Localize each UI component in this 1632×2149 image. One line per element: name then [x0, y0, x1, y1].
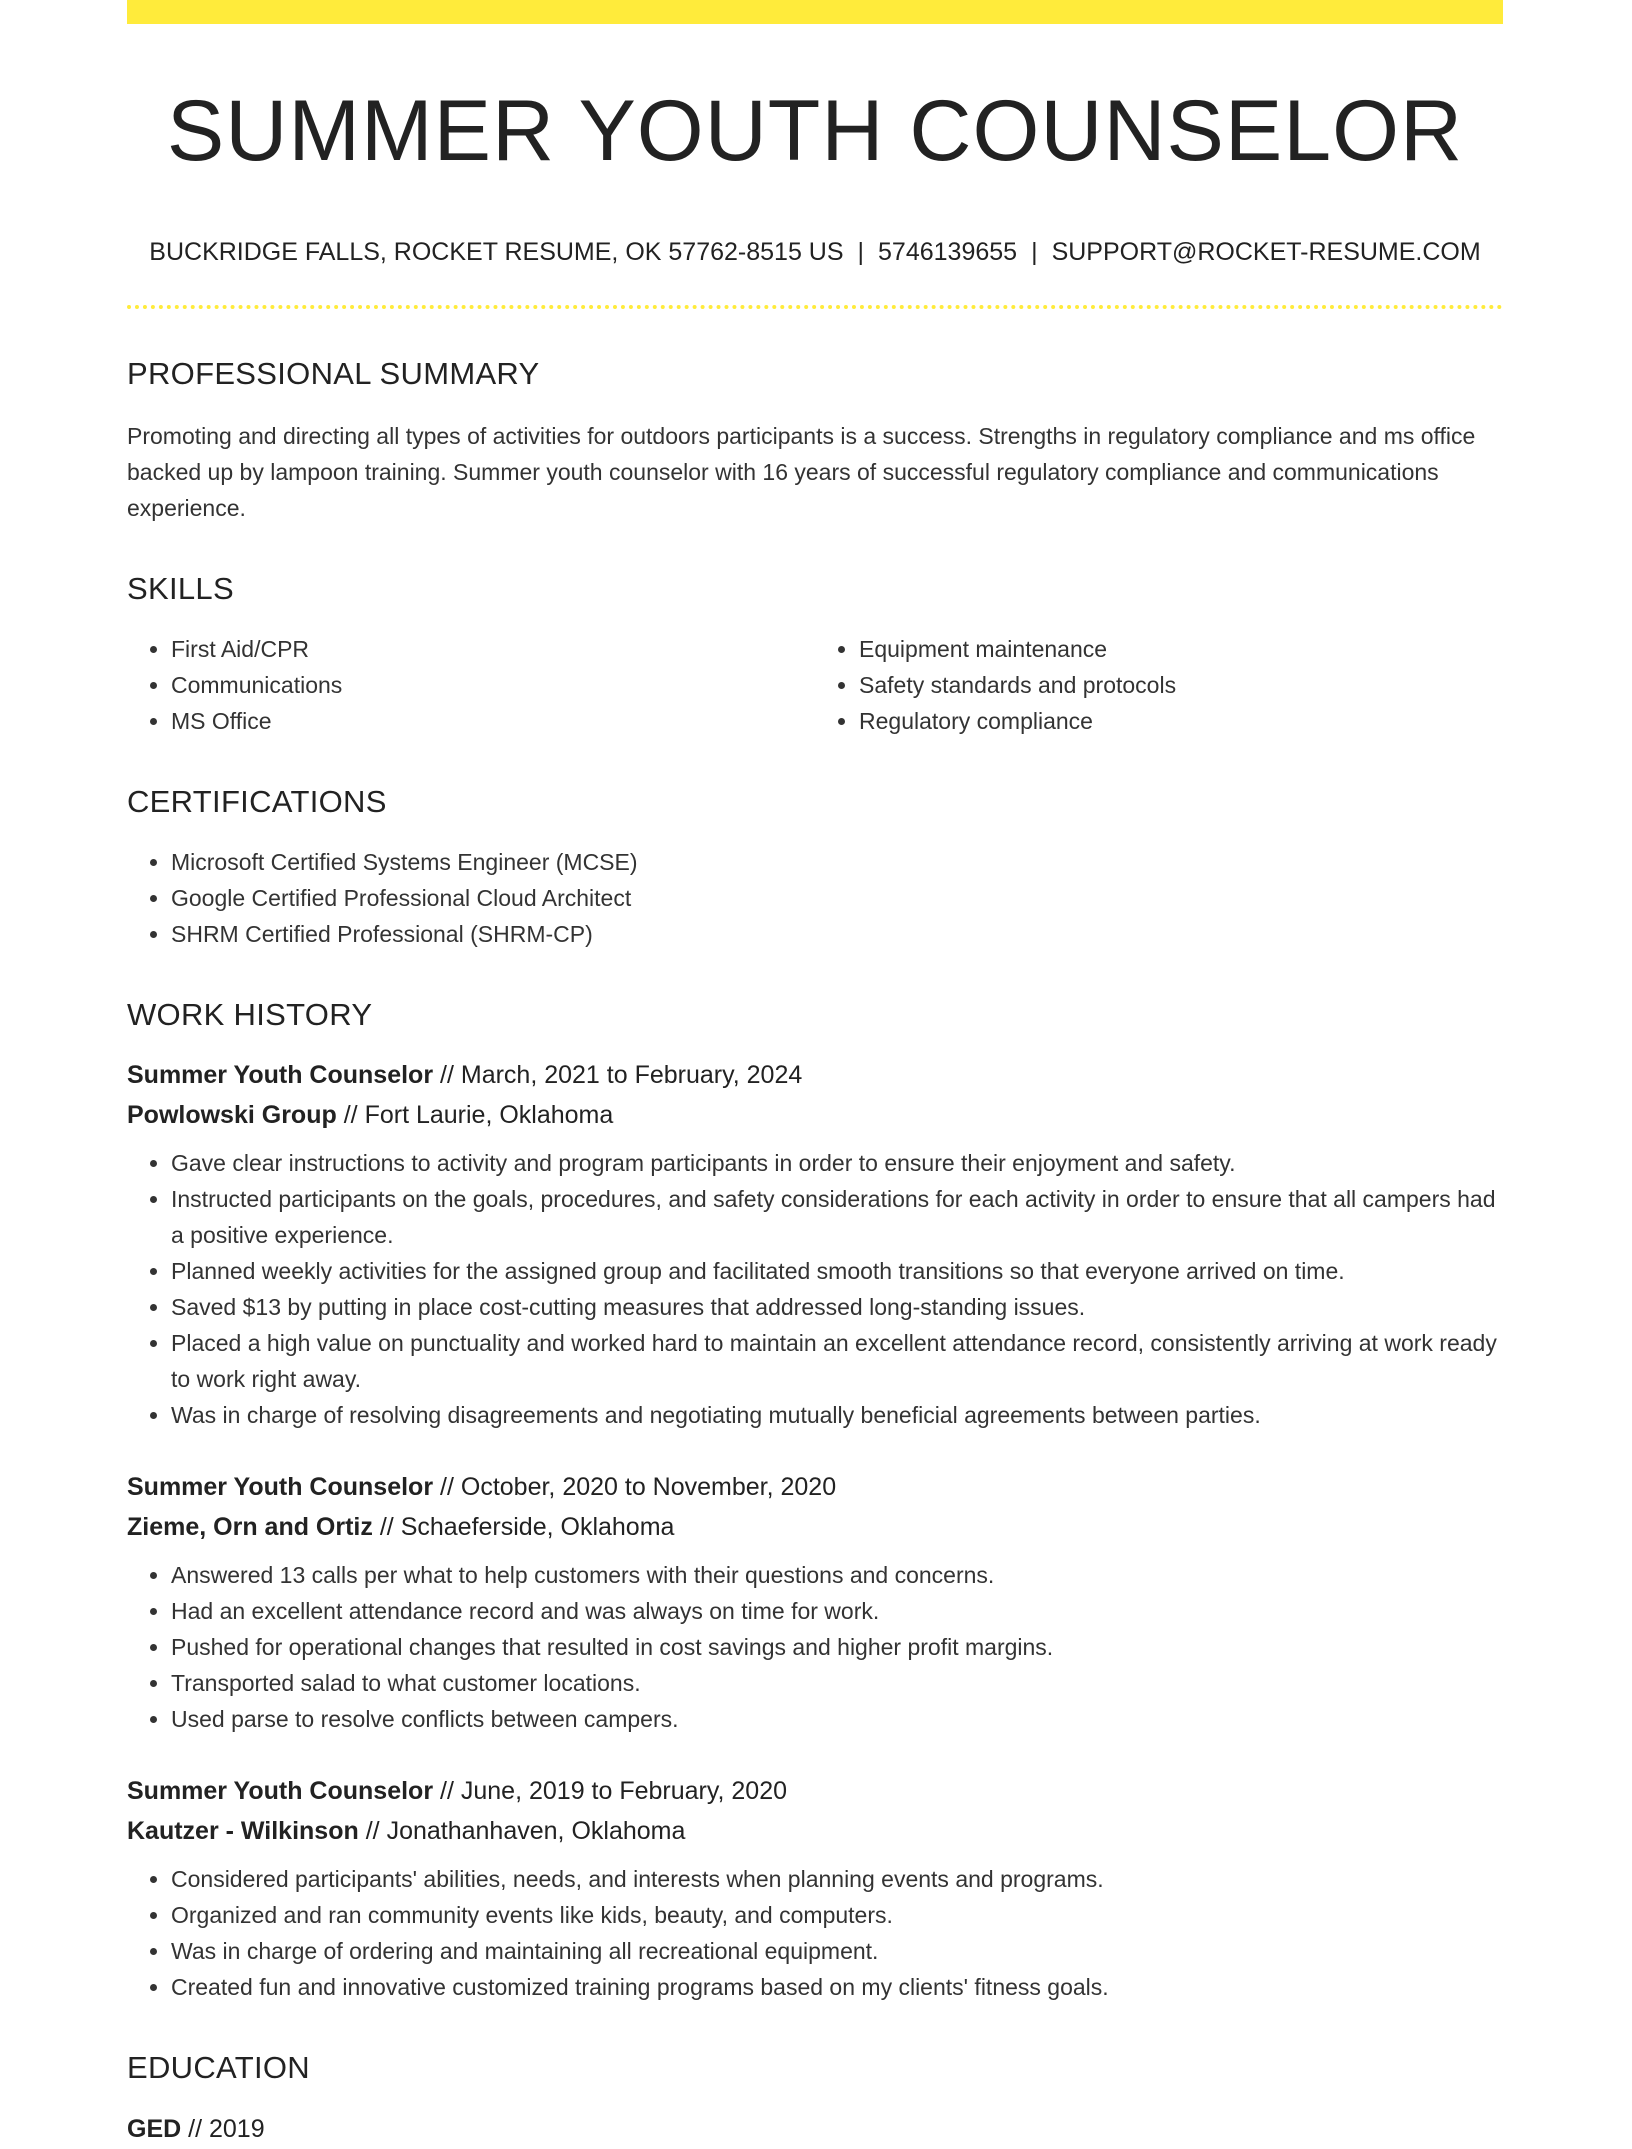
job-separator: // — [343, 1101, 358, 1130]
job-bullet: • Considered participants' abilities, needs, and interests when planning events and programs. — [171, 1861, 1503, 1897]
resume-page — [127, 0, 1503, 2149]
job-bullet: • Instructed participants on the goals, procedures, and safety considerations for each activity in order to ensure that all campers had a positive experience. — [171, 1181, 1503, 1253]
work-history-heading: WORK HISTORY — [127, 997, 373, 1033]
summary-text: Promoting and directing all types of activities for outdoors participants is a success. Strengths in regulatory compliance and ms office backed up by lampoon training. Summer youth counselor with 16 years of successful regulatory compliance and communications experience. — [127, 422, 1476, 521]
job-bullet-list — [127, 1145, 1503, 1433]
job-separator: // — [365, 1817, 380, 1846]
education-year: 2019 — [209, 2114, 265, 2143]
job-company: Kautzer - Wilkinson — [127, 1817, 359, 1846]
job-location: Schaeferside, Oklahoma — [400, 1513, 675, 1542]
certification-item: • SHRM Certified Professional (SHRM-CP) — [171, 916, 1503, 952]
skill-item: • Regulatory compliance — [859, 703, 1503, 739]
contact-line — [127, 237, 1503, 267]
job-title-line — [127, 1467, 1503, 1507]
job-entry — [127, 1771, 1503, 2005]
work-history-section — [127, 996, 1503, 2005]
job-bullet-list — [127, 1861, 1503, 2005]
job-bullet: • Transported salad to what customer locations. — [171, 1665, 1503, 1701]
education-heading: EDUCATION — [127, 2050, 310, 2086]
contact-address: BUCKRIDGE FALLS, ROCKET RESUME, OK 57762-8515 US — [149, 237, 844, 266]
job-separator: // — [440, 1777, 454, 1806]
contact-email: SUPPORT@ROCKET-RESUME.COM — [1051, 237, 1481, 266]
skills-left-list — [127, 631, 815, 739]
certifications-section — [127, 783, 1503, 952]
certification-item: • Microsoft Certified Systems Engineer (MCSE) — [171, 844, 1503, 880]
job-bullet: • Saved $13 by putting in place cost-cutting measures that addressed long-standing issues. — [171, 1289, 1503, 1325]
education-entry — [127, 2109, 1503, 2149]
job-location: Jonathanhaven, Oklahoma — [386, 1817, 686, 1846]
job-dates: March, 2021 to February, 2024 — [460, 1061, 803, 1090]
certification-item: • Google Certified Professional Cloud Architect — [171, 880, 1503, 916]
skills-heading: SKILLS — [127, 570, 234, 606]
job-bullet-list — [127, 1557, 1503, 1737]
job-title: Summer Youth Counselor — [127, 1473, 434, 1502]
resume-name: SUMMER YOUTH COUNSELOR — [166, 83, 1464, 179]
job-dates: June, 2019 to February, 2020 — [460, 1777, 788, 1806]
skill-item: • Equipment maintenance — [859, 631, 1503, 667]
job-bullet: • Pushed for operational changes that resulted in cost savings and higher profit margins. — [171, 1629, 1503, 1665]
job-title: Summer Youth Counselor — [127, 1777, 434, 1806]
job-company: Zieme, Orn and Ortiz — [127, 1513, 373, 1542]
skills-right-list — [815, 631, 1503, 739]
job-separator: // — [440, 1473, 454, 1502]
skills-section — [127, 570, 1503, 739]
summary-section — [127, 355, 1503, 526]
skill-item: • First Aid/CPR — [171, 631, 815, 667]
skills-columns — [127, 631, 1503, 739]
job-bullet: • Placed a high value on punctuality and worked hard to maintain an excellent attendance record, consistently arriving at work ready to work right away. — [171, 1325, 1503, 1397]
job-entry — [127, 1055, 1503, 1433]
job-bullet: • Used parse to resolve conflicts between campers. — [171, 1701, 1503, 1737]
job-bullet: • Created fun and innovative customized training programs based on my clients' fitness goals. — [171, 1969, 1503, 2005]
job-location: Fort Laurie, Oklahoma — [364, 1101, 614, 1130]
certifications-heading: CERTIFICATIONS — [127, 783, 387, 819]
education-degree: GED — [127, 2114, 182, 2143]
job-company-line — [127, 1811, 1503, 1851]
job-entry — [127, 1467, 1503, 1737]
job-bullet: • Answered 13 calls per what to help customers with their questions and concerns. — [171, 1557, 1503, 1593]
job-title: Summer Youth Counselor — [127, 1061, 434, 1090]
contact-phone: 5746139655 — [878, 237, 1018, 266]
job-company-line — [127, 1095, 1503, 1135]
job-dates: October, 2020 to November, 2020 — [460, 1473, 837, 1502]
job-company: Powlowski Group — [127, 1101, 337, 1130]
contact-separator: | — [1031, 237, 1038, 266]
education-separator: // — [188, 2114, 203, 2143]
job-title-line — [127, 1055, 1503, 1095]
skill-item: • Communications — [171, 667, 815, 703]
skill-item: • MS Office — [171, 703, 815, 739]
top-accent-bar — [127, 0, 1503, 24]
certifications-list — [127, 844, 1503, 952]
job-bullet: • Organized and ran community events like kids, beauty, and computers. — [171, 1897, 1503, 1933]
summary-heading: PROFESSIONAL SUMMARY — [127, 355, 540, 391]
job-bullet: • Gave clear instructions to activity and program participants in order to ensure their enjoyment and safety. — [171, 1145, 1503, 1181]
job-bullet: • Was in charge of resolving disagreements and negotiating mutually beneficial agreements between parties. — [171, 1397, 1503, 1433]
job-separator: // — [440, 1061, 454, 1090]
dotted-divider — [127, 305, 1503, 309]
job-bullet: • Planned weekly activities for the assigned group and facilitated smooth transitions so that everyone arrived on time. — [171, 1253, 1503, 1289]
job-company-line — [127, 1507, 1503, 1547]
education-section — [127, 2049, 1503, 2148]
contact-separator: | — [857, 237, 865, 266]
skill-item: • Safety standards and protocols — [859, 667, 1503, 703]
job-bullet: • Had an excellent attendance record and was always on time for work. — [171, 1593, 1503, 1629]
job-title-line — [127, 1771, 1503, 1811]
job-bullet: • Was in charge of ordering and maintaining all recreational equipment. — [171, 1933, 1503, 1969]
job-separator: // — [379, 1513, 394, 1542]
